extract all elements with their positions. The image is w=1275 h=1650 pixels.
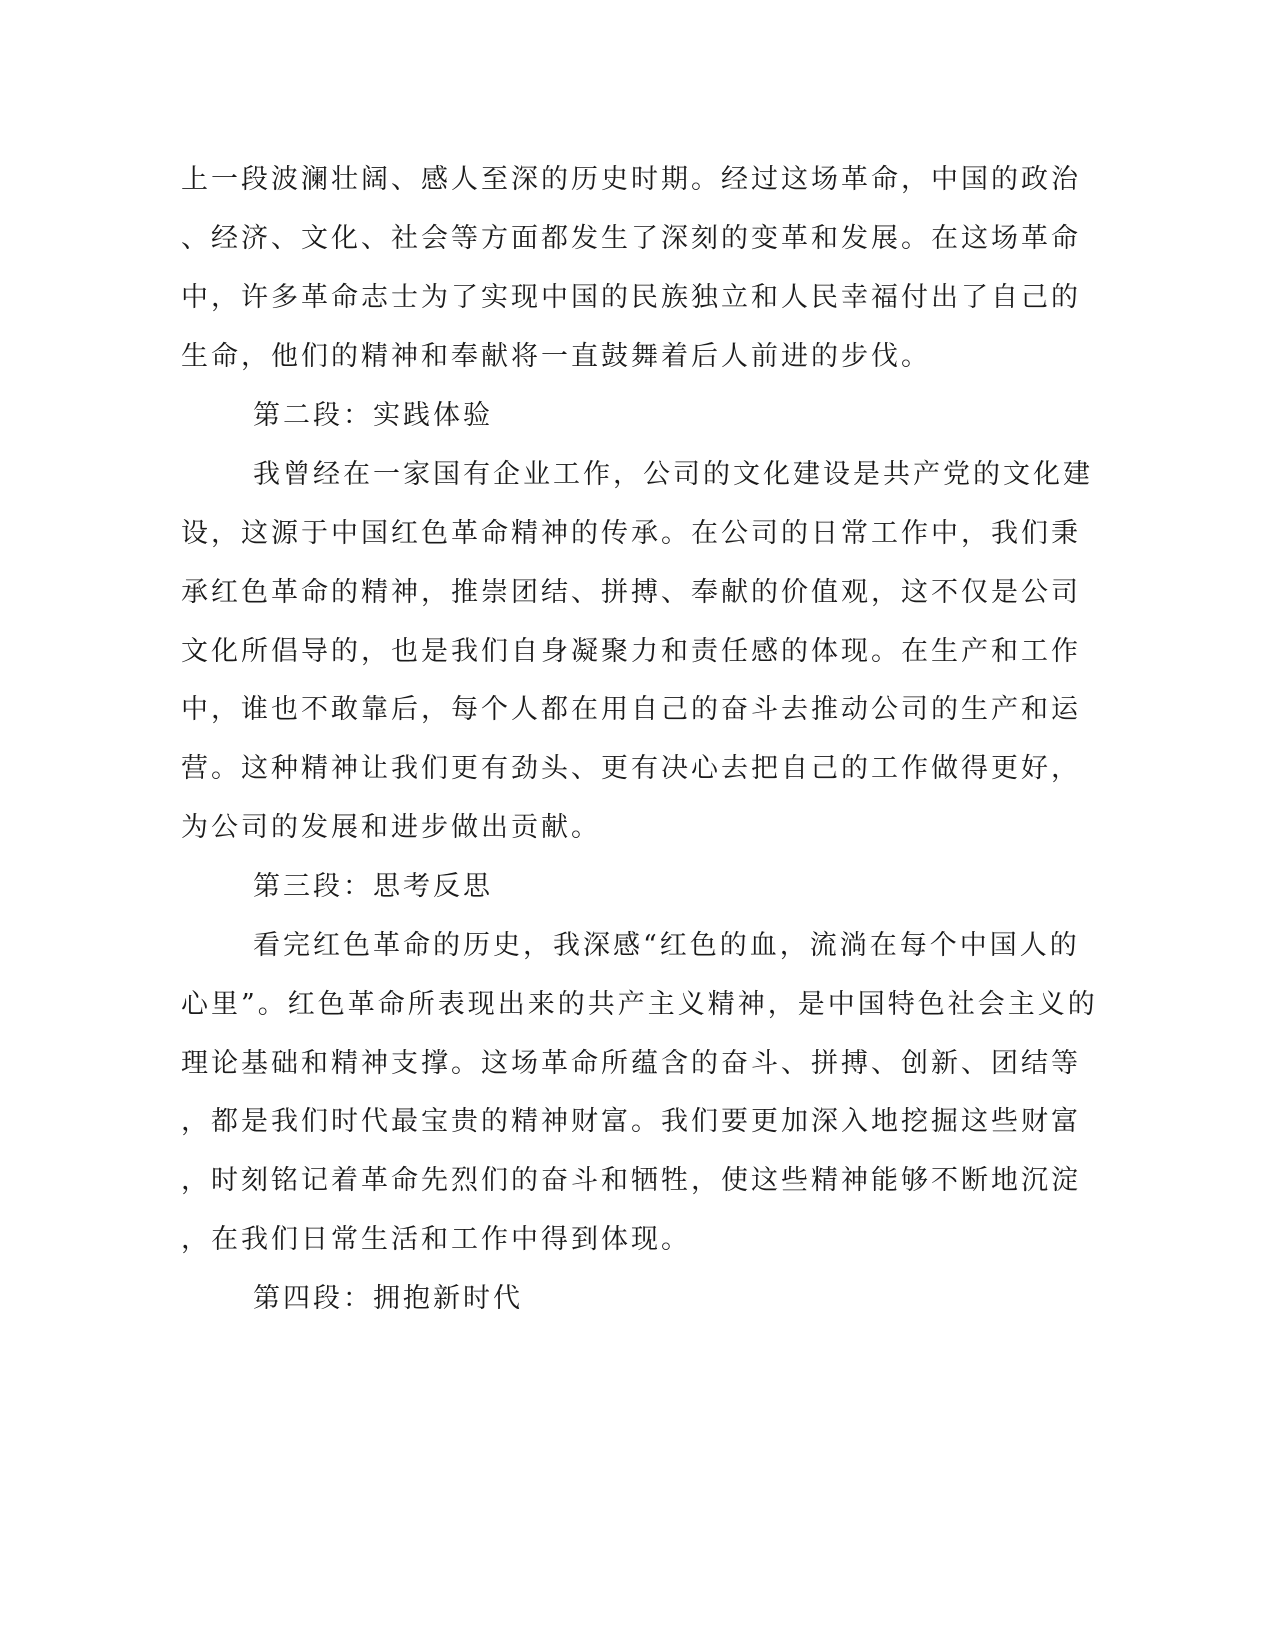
text-line: 营。这种精神让我们更有劲头、更有决心去把自己的工作做得更好， bbox=[181, 753, 1081, 784]
text-line: 心里”。红色革命所表现出来的共产主义精神，是中国特色社会主义的 bbox=[181, 989, 1098, 1020]
text-line: 看完红色革命的历史，我深感“红色的血，流淌在每个中国人的 bbox=[253, 930, 1080, 961]
text-line: ，在我们日常生活和工作中得到体现。 bbox=[181, 1224, 691, 1255]
text-line: 理论基础和精神支撑。这场革命所蕴含的奋斗、拼搏、创新、团结等 bbox=[181, 1048, 1081, 1079]
text-line: 设，这源于中国红色革命精神的传承。在公司的日常工作中，我们秉 bbox=[181, 518, 1081, 549]
text-line: 上一段波澜壮阔、感人至深的历史时期。经过这场革命，中国的政治 bbox=[181, 164, 1081, 195]
section-heading: 第二段：实践体验 bbox=[253, 400, 493, 431]
text-line: 、经济、文化、社会等方面都发生了深刻的变革和发展。在这场革命 bbox=[181, 223, 1081, 254]
text-line: 文化所倡导的，也是我们自身凝聚力和责任感的体现。在生产和工作 bbox=[181, 636, 1081, 667]
text-line: 我曾经在一家国有企业工作，公司的文化建设是共产党的文化建 bbox=[253, 459, 1093, 490]
section-heading: 第四段：拥抱新时代 bbox=[253, 1283, 523, 1314]
text-line: 中，许多革命志士为了实现中国的民族独立和人民幸福付出了自己的 bbox=[181, 282, 1081, 313]
section-heading: 第三段：思考反思 bbox=[253, 871, 493, 902]
text-line: ，都是我们时代最宝贵的精神财富。我们要更加深入地挖掘这些财富 bbox=[181, 1106, 1081, 1137]
text-line: 承红色革命的精神，推崇团结、拼搏、奉献的价值观，这不仅是公司 bbox=[181, 577, 1081, 608]
text-line: 为公司的发展和进步做出贡献。 bbox=[181, 812, 601, 843]
text-line: 生命，他们的精神和奉献将一直鼓舞着后人前进的步伐。 bbox=[181, 341, 931, 372]
text-line: 中，谁也不敢靠后，每个人都在用自己的奋斗去推动公司的生产和运 bbox=[181, 694, 1081, 725]
text-line: ，时刻铭记着革命先烈们的奋斗和牺牲，使这些精神能够不断地沉淀 bbox=[181, 1165, 1081, 1196]
